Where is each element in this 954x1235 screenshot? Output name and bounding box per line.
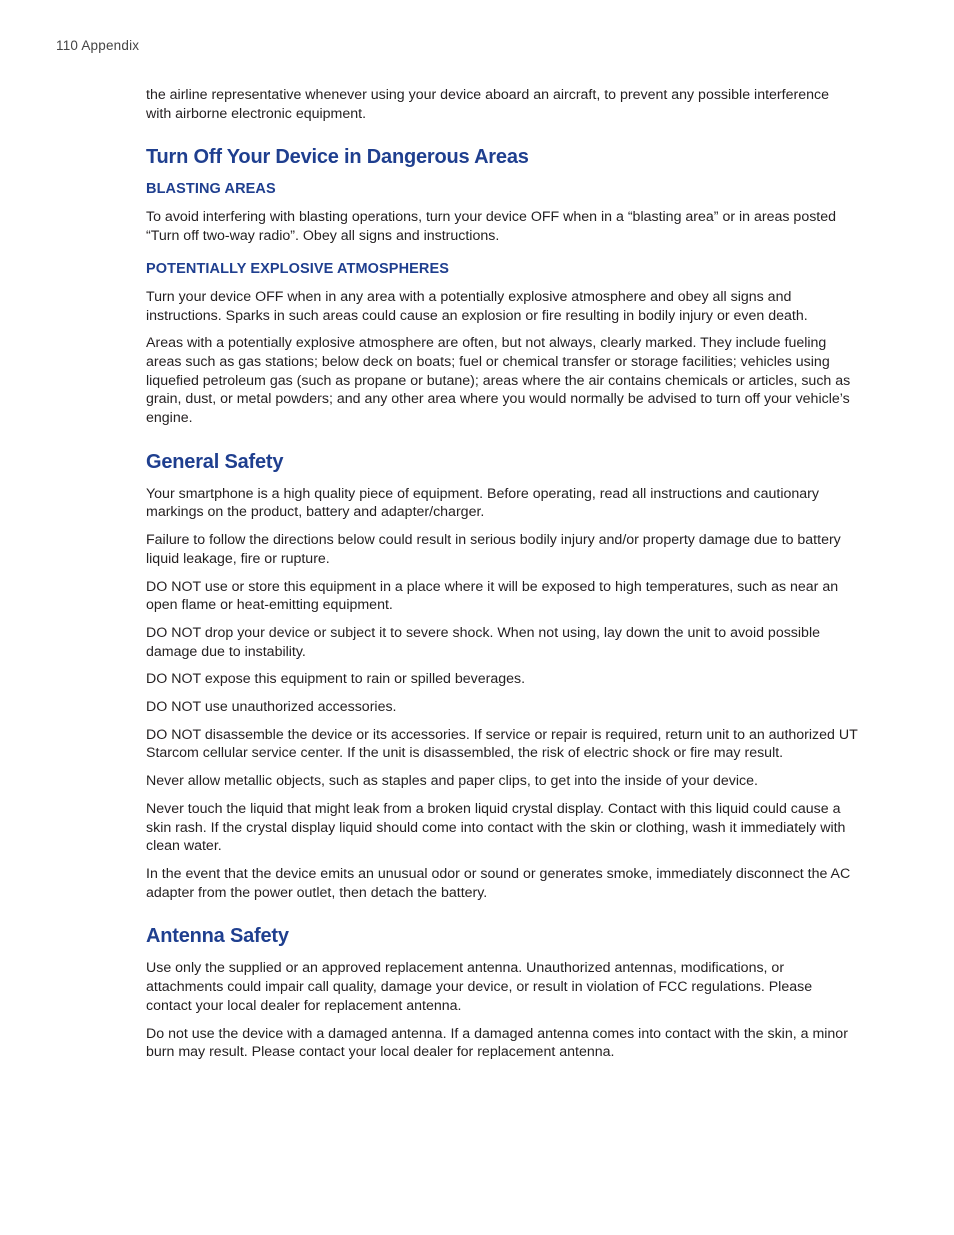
general-safety-paragraph-1: Your smartphone is a high quality piece of equipment. Before operating, read all instructions and cautionary markings on the product, battery and adapter/charger.: [146, 485, 820, 521]
page-content: [146, 86, 858, 1071]
section-title-general-safety: General Safety: [146, 450, 284, 473]
general-safety-paragraph-4: DO NOT drop your device or subject it to severe shock. When not using, lay down the unit to avoid possible damage due to instability.: [146, 624, 820, 660]
general-safety-paragraph-3: DO NOT use or store this equipment in a place where it will be exposed to high temperatures, such as near an open flame or heat-emitting equipment.: [146, 578, 839, 614]
explosive-paragraph-1: Turn your device OFF when in any area with a potentially explosive atmosphere and obey all signs and instructions. Sparks in such areas could cause an explosion or fire resulting in bodily injury or even death.: [146, 288, 808, 324]
section-title-dangerous-areas: Turn Off Your Device in Dangerous Areas: [146, 146, 529, 169]
subsection-title-explosive-atmospheres: POTENTIALLY EXPLOSIVE ATMOSPHERES: [146, 260, 450, 277]
blasting-paragraph: To avoid interfering with blasting operations, turn your device OFF when in a “blasting area” or in areas posted “Turn off two-way radio”. Obey all signs and instructions.: [146, 209, 837, 245]
general-safety-paragraph-10: In the event that the device emits an unusual odor or sound or generates smoke, immediately disconnect the AC adapter from the power outlet, then detach the battery.: [146, 865, 851, 901]
antenna-safety-paragraph-1: Use only the supplied or an approved replacement antenna. Unauthorized antennas, modifications, or attachments could impair call quality, damage your device, or result in violation of FCC regulations. Please contact your local dealer for replacement antenna.: [146, 960, 813, 1014]
page-header: 110 Appendix: [56, 38, 140, 53]
general-safety-paragraph-5: DO NOT expose this equipment to rain or spilled beverages.: [146, 671, 526, 688]
general-safety-paragraph-9: Never touch the liquid that might leak from a broken liquid crystal display. Contact with this liquid could cause a skin rash. If the crystal display liquid should come into contact with the skin or clothing, wash it immediately with clean water.: [146, 800, 846, 855]
subsection-title-blasting-areas: BLASTING AREAS: [146, 181, 276, 198]
general-safety-paragraph-6: DO NOT use unauthorized accessories.: [146, 699, 397, 716]
general-safety-paragraph-2: Failure to follow the directions below could result in serious bodily injury and/or property damage due to battery liquid leakage, fire or rupture.: [146, 532, 841, 567]
explosive-paragraph-2: Areas with a potentially explosive atmosphere are often, but not always, clearly marked. They include fueling areas such as gas stations; below deck on boats; fuel or chemical transfer or storage facilities; vehicles using liquefied petroleum gas (such as propane or butane); areas where the air contains chemicals or articles, such as grain, dust, or metal powders; and any other area where you would normally be advised to turn off your vehicle’s engine.: [146, 335, 851, 427]
general-safety-paragraph-8: Never allow metallic objects, such as staples and paper clips, to get into the inside of your device.: [146, 773, 758, 790]
antenna-safety-paragraph-2: Do not use the device with a damaged antenna. If a damaged antenna comes into contact with the skin, a minor burn may result. Please contact your local dealer for replacement antenna.: [146, 1025, 848, 1061]
intro-paragraph: the airline representative whenever using your device aboard an aircraft, to prevent any possible interference with airborne electronic equipment.: [146, 87, 829, 122]
general-safety-paragraph-7: DO NOT disassemble the device or its accessories. If service or repair is required, return unit to an authorized UT Starcom cellular service center. If the unit is disassembled, the risk of electric shock or fire may result.: [146, 726, 858, 762]
section-title-antenna-safety: Antenna Safety: [146, 925, 289, 948]
